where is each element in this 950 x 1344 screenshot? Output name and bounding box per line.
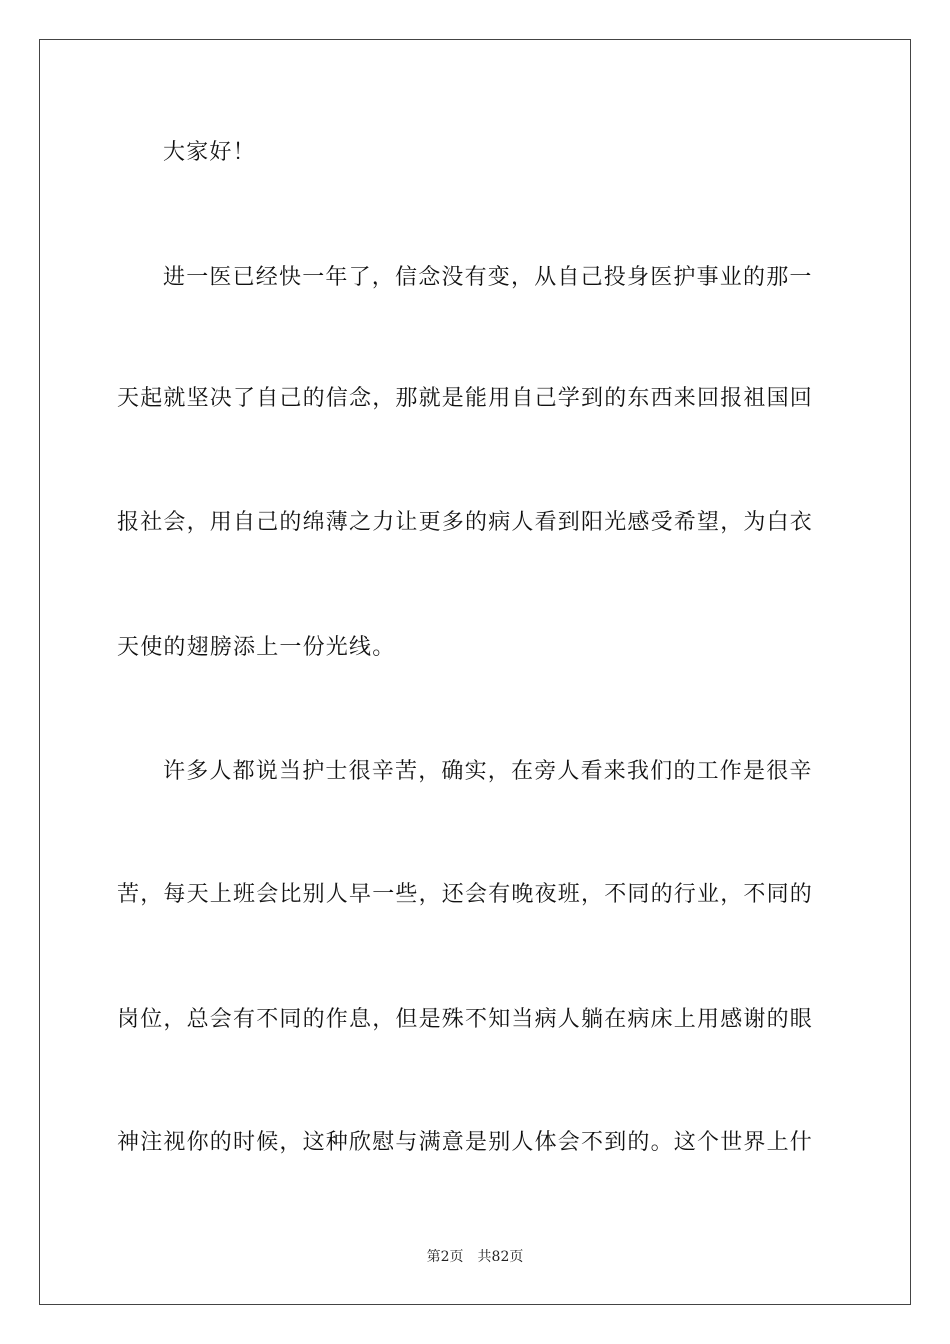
text-line: 神注视你的时候，这种欣慰与满意是别人体会不到的。这个世界上什 [117, 1130, 814, 1155]
page-total: 共82页 [477, 1249, 524, 1265]
text-line: 天起就坚决了自己的信念，那就是能用自己学到的东西来回报祖国回 [117, 386, 814, 411]
page-border [39, 39, 911, 1305]
page-footer [0, 1248, 950, 1266]
text-line: 苦，每天上班会比别人早一些，还会有晚夜班，不同的行业，不同的 [117, 882, 814, 907]
page-number: 第2页 [426, 1249, 464, 1265]
text-line-greeting: 大家好！ [163, 140, 256, 165]
text-line: 天使的翅膀添上一份光线。 [117, 635, 396, 660]
text-line: 岗位，总会有不同的作息，但是殊不知当病人躺在病床上用感谢的眼 [117, 1007, 814, 1032]
text-line: 进一医已经快一年了，信念没有变，从自己投身医护事业的那一 [163, 265, 813, 290]
text-line: 许多人都说当护士很辛苦，确实，在旁人看来我们的工作是很辛 [163, 759, 813, 784]
text-line: 报社会，用自己的绵薄之力让更多的病人看到阳光感受希望，为白衣 [117, 510, 814, 535]
